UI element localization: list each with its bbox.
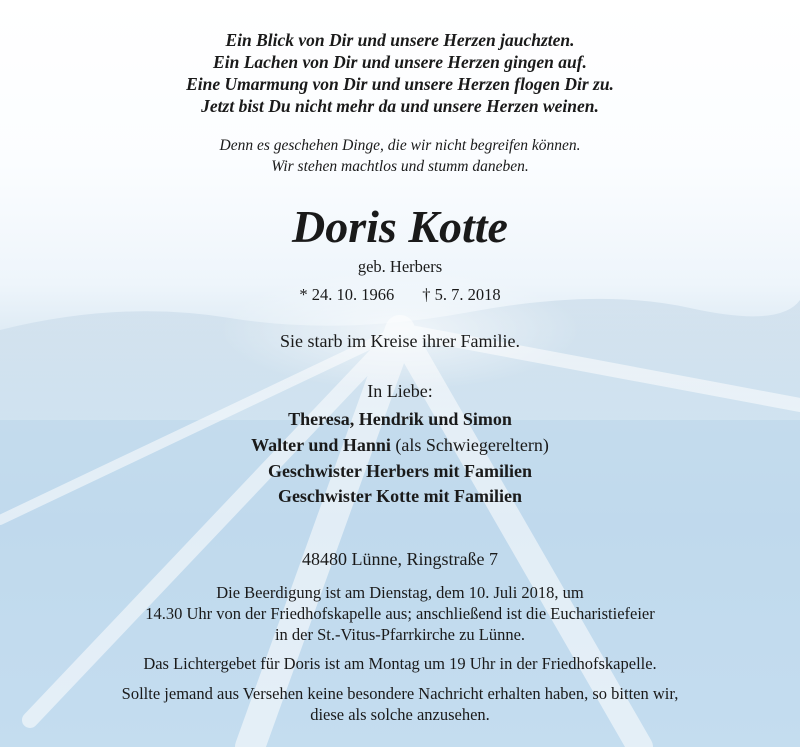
deceased-name: Doris Kotte — [292, 201, 508, 252]
family-line — [0, 461, 800, 482]
verse-line: Denn es geschehen Dinge, die wir nicht begreifen können. — [219, 137, 581, 154]
poem-line: Eine Umarmung von Dir und unsere Herzen flogen Dir zu. — [186, 74, 614, 94]
life-dates — [0, 285, 800, 305]
verse-line: Wir stehen machtlos und stumm daneben. — [271, 158, 529, 175]
notice-line: Sollte jemand aus Versehen keine besondere Nachricht erhalten haben, so bitten wir, — [121, 684, 679, 703]
notice-line: Das Lichtergebet für Doris ist am Montag um 19 Uhr in der Friedhofskapelle. — [143, 654, 657, 673]
poem-line: Jetzt bist Du nicht mehr da und unsere Herzen weinen. — [201, 96, 599, 116]
family-line — [0, 435, 800, 456]
poem-line: Ein Blick von Dir und unsere Herzen jauchzten. — [225, 30, 575, 50]
family-names: Walter und Hanni — [251, 435, 391, 455]
address: 48480 Lünne, Ringstraße 7 — [302, 549, 498, 569]
family-note: (als Schwiegereltern) — [390, 435, 549, 455]
family-line — [0, 409, 800, 430]
notice-line: Die Beerdigung ist am Dienstag, dem 10. Juli 2018, um — [216, 583, 584, 602]
death-statement: Sie starb im Kreise ihrer Familie. — [280, 331, 520, 351]
poem-line: Ein Lachen von Dir und unsere Herzen gingen auf. — [213, 52, 587, 72]
death-date: † 5. 7. 2018 — [422, 285, 501, 304]
maiden-name: geb. Herbers — [357, 257, 443, 276]
notice-line: 14.30 Uhr von der Friedhofskapelle aus; anschließend ist die Eucharistiefeier — [145, 604, 655, 623]
family-names: Geschwister Kotte mit Familien — [277, 486, 523, 506]
family-line — [0, 486, 800, 507]
birth-date: * 24. 10. 1966 — [299, 285, 395, 304]
family-names: Geschwister Herbers mit Familien — [267, 461, 533, 481]
in-love-heading: In Liebe: — [367, 381, 433, 401]
notice-line: in der St.-Vitus-Pfarrkirche zu Lünne. — [274, 625, 526, 644]
notice-line: diese als solche anzusehen. — [310, 705, 490, 724]
family-names: Theresa, Hendrik und Simon — [288, 409, 512, 429]
